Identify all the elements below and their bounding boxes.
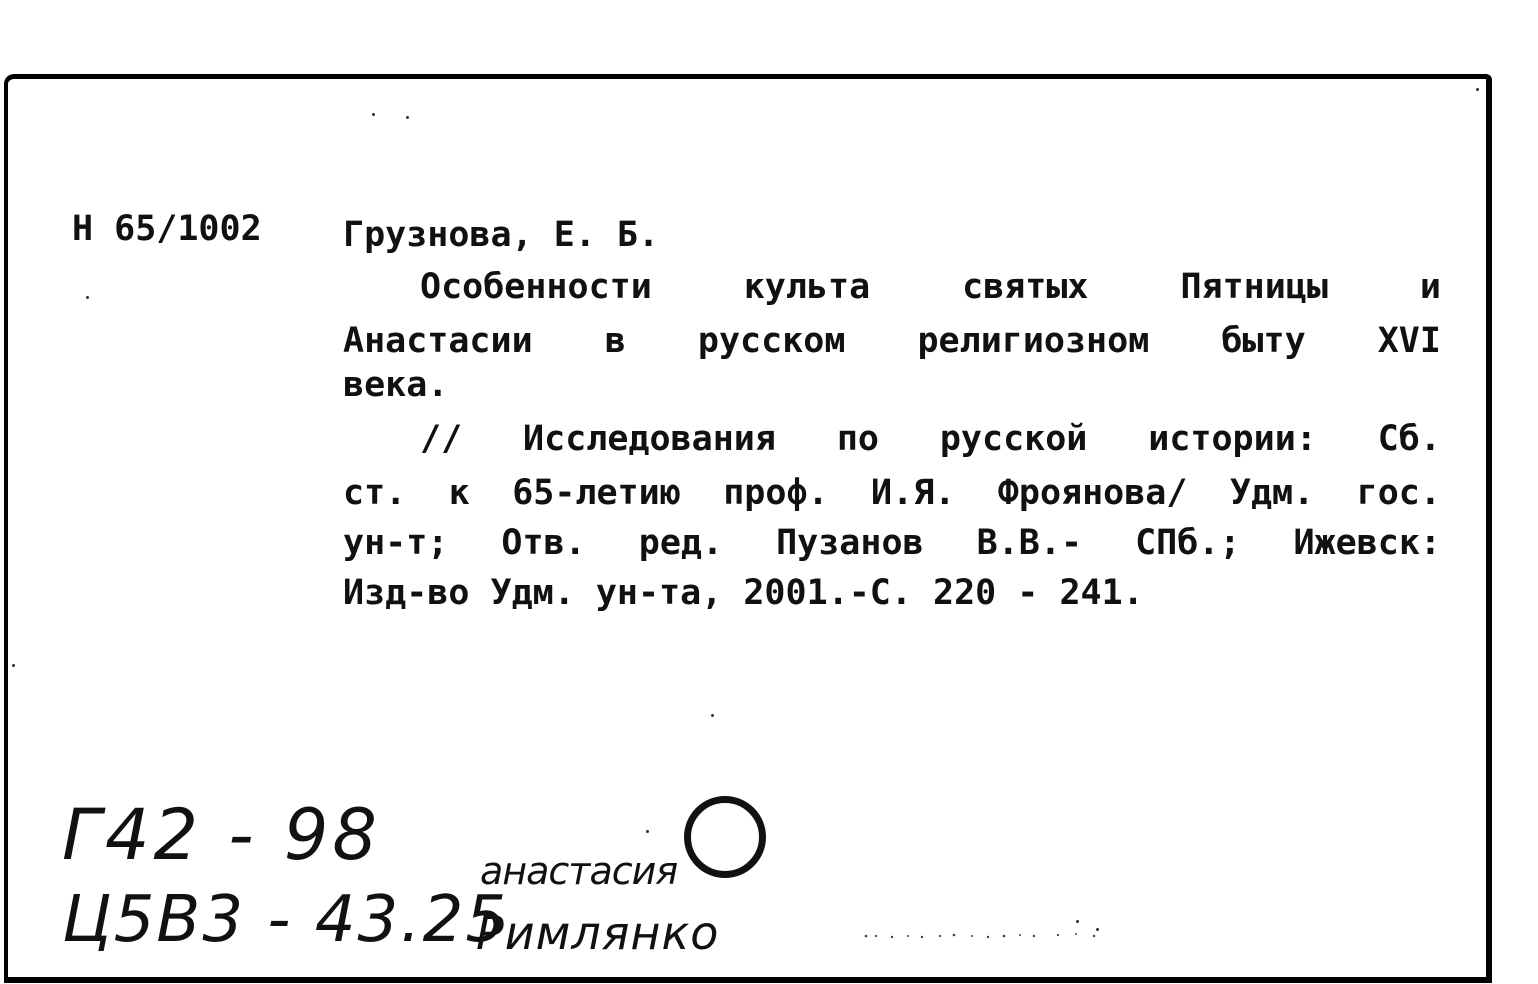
- source-word: истории:: [1148, 419, 1317, 459]
- source-word: по: [836, 419, 879, 459]
- author-heading: Грузнова, Е. Б.: [343, 215, 660, 255]
- source-word: гос.: [1356, 473, 1441, 513]
- source-word: ст.: [343, 473, 407, 513]
- source-word: к: [448, 473, 470, 513]
- title-word: святых: [962, 267, 1089, 307]
- source-line-2: [343, 473, 1441, 513]
- source-word: ред.: [638, 523, 724, 563]
- source-line-3: [343, 523, 1441, 563]
- scan-speck: [372, 113, 375, 116]
- scan-speck: [86, 296, 89, 299]
- title-word: Пятницы: [1180, 267, 1328, 307]
- title-word: в: [604, 321, 626, 361]
- title-word: XVI: [1377, 321, 1441, 361]
- source-word: //: [420, 419, 463, 459]
- source-word: проф.: [723, 473, 829, 513]
- pencil-dotted-line: [862, 933, 1102, 939]
- title-line-2: [343, 321, 1441, 361]
- title-line-3: [343, 365, 1441, 405]
- title-word: века.: [343, 365, 449, 405]
- handwritten-code-1: Г42 - 98: [62, 794, 381, 876]
- handwritten-note-bottom: Римлянко: [476, 906, 720, 960]
- handwritten-note-top: анастасия: [480, 849, 678, 893]
- source-word: Фроянова/: [997, 473, 1188, 513]
- source-word: Ижевск:: [1293, 523, 1441, 563]
- scan-speck: [1076, 920, 1079, 923]
- punch-hole-circle: [684, 796, 766, 878]
- source-word: И.Я.: [871, 473, 956, 513]
- scan-speck: [1096, 928, 1099, 931]
- source-line-4: [343, 573, 1441, 613]
- title-line-1: [420, 267, 1441, 307]
- source-word: Сб.: [1377, 419, 1441, 459]
- source-word: Удм.: [1229, 473, 1315, 513]
- handwritten-code-2: Ц5В3 - 43.25: [62, 883, 509, 957]
- source-word: 65-летию: [512, 473, 681, 513]
- title-word: Особенности: [420, 267, 652, 307]
- scan-speck: [646, 830, 649, 833]
- title-word: культа: [743, 267, 871, 307]
- title-word: быту: [1221, 321, 1306, 361]
- shelfmark: Н 65/1002: [72, 209, 262, 249]
- title-word: Анастасии: [343, 321, 533, 361]
- title-word: русском: [697, 321, 846, 361]
- scan-speck: [12, 664, 15, 667]
- title-word: религиозном: [917, 321, 1150, 361]
- source-word: СПб.;: [1135, 523, 1241, 563]
- source-word: Отв.: [501, 523, 586, 563]
- source-word: В.В.-: [976, 523, 1083, 563]
- source-word: Пузанов: [776, 523, 924, 563]
- source-line-1: [420, 419, 1441, 459]
- scan-speck: [1476, 88, 1479, 91]
- source-word: ун-т;: [343, 523, 449, 563]
- source-word: Изд-во Удм. ун-та, 2001.-С. 220 - 241.: [343, 573, 1144, 613]
- source-word: Исследования: [523, 419, 776, 459]
- source-word: русской: [939, 419, 1088, 459]
- title-word: и: [1419, 267, 1441, 307]
- scan-speck: [406, 116, 409, 119]
- scan-speck: [711, 714, 714, 717]
